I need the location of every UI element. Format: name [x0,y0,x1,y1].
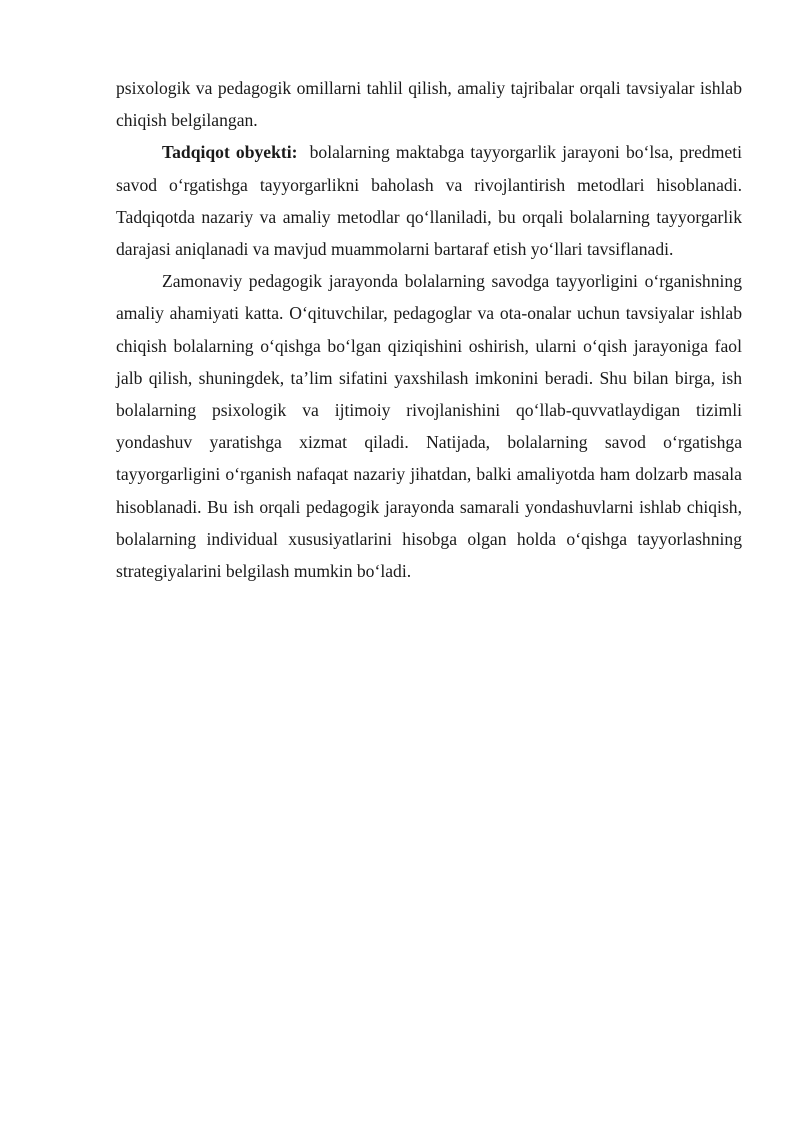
paragraph-continuation [116,72,742,136]
paragraph-research-object [116,136,742,265]
paragraph-lead-heading: Tadqiqot obyekti: [162,142,298,163]
paragraph-text: psixologik va pedagogik omillarni tahlil qilish, amaliy tajribalar orqali tavsiyalar ishlab chiqish belgilangan. [116,78,742,131]
paragraph-text: bolalarning maktabga tayyorgarlik jarayoni bo‘lsa, predmeti savod o‘rgatishga tayyorgarlikni baholash va rivojlantirish metodlari hisoblanadi. Tadqiqotda nazariy va amaliy metodlar qo‘llaniladi, bu orqali bolalarning tayyorgarlik darajasi aniqlanadi va mavjud muammolarni bartaraf etish yo‘llari tavsiflanadi. [116,142,742,260]
paragraph-text: Zamonaviy pedagogik jarayonda bolalarning savodga tayyorligini o‘rganishning amaliy ahamiyati katta. O‘qituvchilar, pedagoglar va ota-onalar uchun tavsiyalar ishlab chiqish bolalarning o‘qishga bo‘lgan qiziqishini oshirish, ularni o‘qish jarayoniga faol jalb qilish, shuningdek, ta’lim sifatini yaxshilash imkonini beradi. Shu bilan birga, ish bolalarning psixologik va ijtimoiy rivojlanishini qo‘llab-quvvatlaydigan tizimli yondashuv yaratishga xizmat qiladi. Natijada, bolalarning savod o‘rgatishga tayyorgarligini o‘rganish nafaqat nazariy jihatdan, balki amaliyotda ham dolzarb masala hisoblanadi. Bu ish orqali pedagogik jarayonda samarali yondashuvlarni ishlab chiqish, bolalarning individual xususiyatlarini hisobga olgan holda o‘qishga tayyorlashning strategiyalarini belgilash mumkin bo‘ladi. [116,271,742,582]
paragraph-practical-significance [116,265,742,587]
document-body [116,72,742,587]
